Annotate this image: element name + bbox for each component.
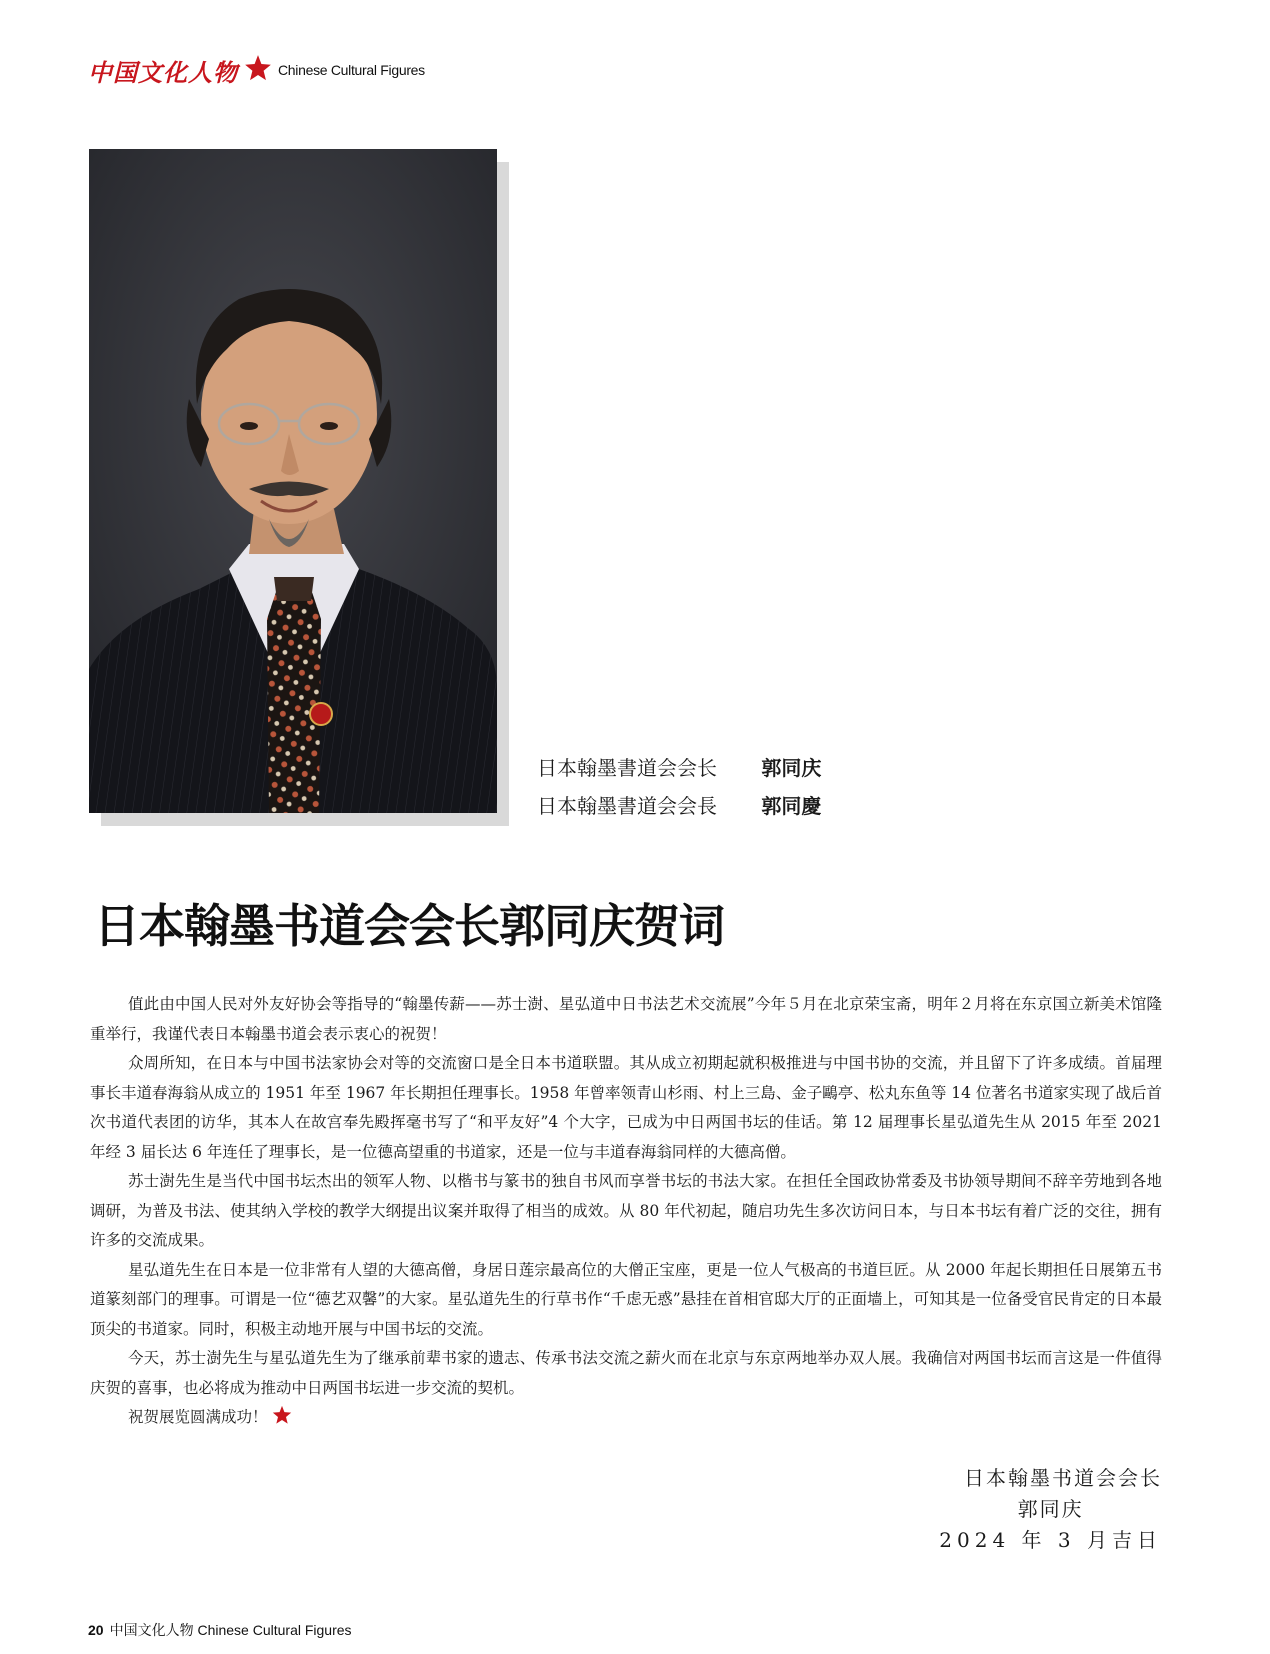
caption-name: 郭同慶 [761,794,822,818]
signature-name: 郭同庆 [1017,1497,1084,1521]
article-headline: 日本翰墨书道会会长郭同庆贺词 [94,899,724,953]
red-star-icon [244,54,272,86]
paragraph: 苏士澍先生是当代中国书坛杰出的领军人物、以楷书与篆书的独自书风而享誉书坛的书法大家。在担任全国政协常委及书协领导期间不辞辛劳地到各地调研，为普及书法、使其纳入学校的教学大纲提出议案并取得了相当的成效。从 80 年代初起，随启功先生多次访问日本，与日本书坛有着广泛的交往，拥有许多的交流成果。 [90,1172,1162,1249]
caption-line-2 [537,790,821,819]
signature-org: 日本翰墨书道会会长 [964,1466,1162,1490]
signature-block [939,1463,1162,1556]
footer-title-cn: 中国文化人物 [109,1622,194,1638]
paragraph: 众周所知，在日本与中国书法家协会对等的交流窗口是全日本书道联盟。其从成立初期起就积极推进与中国书协的交流，并且留下了许多成绩。首届理事长丰道春海翁从成立的 1951 年至 1967 年长期担任理事长。1958 年曾率领青山杉雨、村上三島、金子鷗亭、松丸东鱼等 14 位著名书道家实现了战后首次书道代表团的访华，其本人在故宫奉先殿挥毫书写了“和平友好”4 个大字，已成为中日两国书坛的佳话。第 12 届理事长星弘道先生从 2015 年至 2021 年经 3 届长达 6 年连任了理事长，是一位德高望重的书道家，还是一位与丰道春海翁同样的大德高僧。 [90,1054,1162,1161]
masthead [88,52,425,88]
caption-title: 日本翰墨書道会会長 [537,794,717,818]
caption-line-1 [537,752,821,781]
portrait-photo [89,149,497,813]
paragraph: 星弘道先生在日本是一位非常有人望的大德高僧，身居日莲宗最高位的大僧正宝座，更是一位人气极高的书道巨匠。从 2000 年起长期担任日展第五书道篆刻部门的理事。可谓是一位“德艺双馨”的大家。星弘道先生的行草书作“千虑无惑”悬挂在首相官邸大厅的正面墙上，可知其是一位备受官民肯定的日本最顶尖的书道家。同时，积极主动地开展与中国书坛的交流。 [90,1260,1162,1338]
caption-title: 日本翰墨書道会会长 [537,756,717,780]
signature-date: 2024 年 3 月吉日 [939,1528,1162,1552]
paragraph: 今天，苏士澍先生与星弘道先生为了继承前辈书家的遗志、传承书法交流之薪火而在北京与东京两地举办双人展。我确信对两国书坛而言这是一件值得庆贺的喜事，也必将成为推动中日两国书坛进一步交流的契机。 [90,1349,1162,1397]
footer-title-en: Chinese Cultural Figures [197,1622,352,1638]
masthead-title-cn: 中国文化人物 [88,57,238,87]
article-body [90,990,1162,1433]
caption-name: 郭同庆 [761,756,822,780]
masthead-title-en: Chinese Cultural Figures [278,62,425,78]
closing-text: 祝贺展览圆满成功！ [128,1408,268,1426]
page-footer [88,1620,352,1640]
page-number: 20 [88,1622,104,1638]
paragraph: 值此由中国人民对外友好协会等指导的“翰墨传薪——苏士澍、星弘道中日书法艺术交流展”今年５月在北京荣宝斋，明年２月将在东京国立新美术馆隆重举行，我谨代表日本翰墨书道会表示衷心的祝贺！ [90,995,1162,1043]
closing-line [90,1403,1162,1433]
red-star-icon [272,1405,292,1425]
